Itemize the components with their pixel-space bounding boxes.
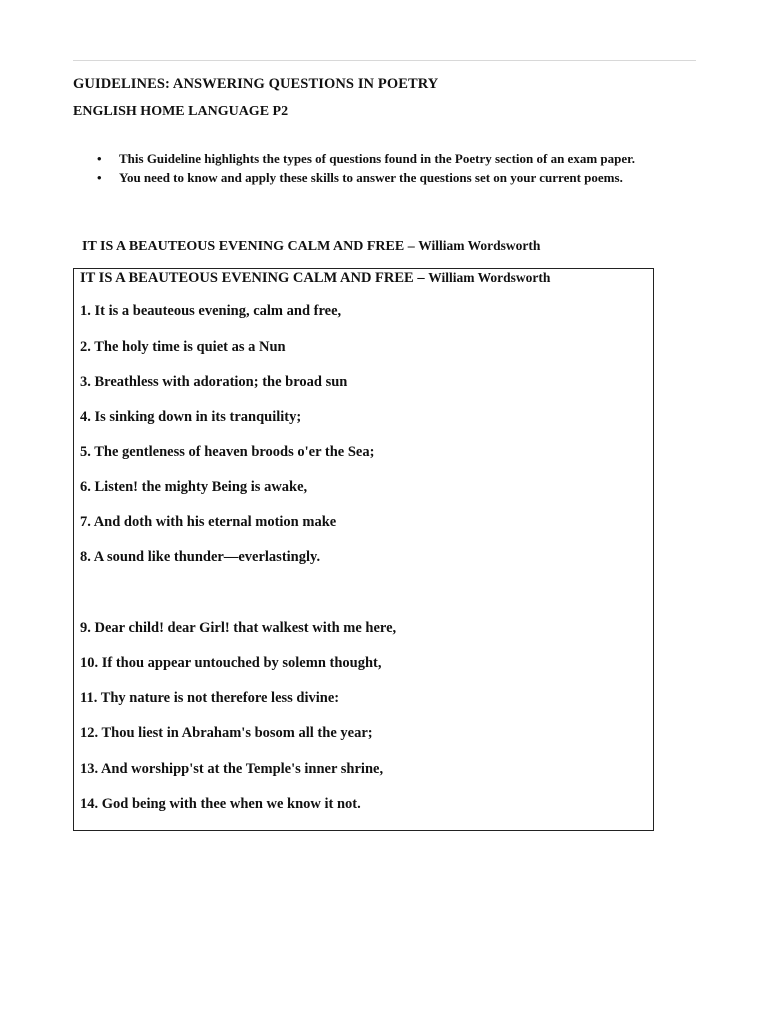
bullet-text: This Guideline highlights the types of questions found in the Poetry section of an exam paper. bbox=[119, 151, 635, 166]
poem-line: 9. Dear child! dear Girl! that walkest with me here, bbox=[80, 620, 397, 636]
poem-line: 12. Thou liest in Abraham's bosom all the year; bbox=[80, 725, 373, 741]
bullet-icon: • bbox=[97, 169, 102, 185]
poem-line: 4. Is sinking down in its tranquility; bbox=[80, 409, 302, 425]
poem-line: 3. Breathless with adoration; the broad sun bbox=[80, 374, 348, 390]
poem-line: 10. If thou appear untouched by solemn thought, bbox=[80, 655, 382, 671]
bullet-item bbox=[73, 150, 698, 168]
title-separator: – bbox=[404, 239, 419, 254]
bullet-icon: • bbox=[97, 151, 102, 166]
poem-line: 13. And worshipp'st at the Temple's inner shrine, bbox=[80, 761, 384, 777]
poem-box-title bbox=[80, 270, 550, 287]
poem-title: IT IS A BEAUTEOUS EVENING CALM AND FREE bbox=[80, 270, 414, 286]
poem-line: 6. Listen! the mighty Being is awake, bbox=[80, 479, 308, 495]
poem-author: William Wordsworth bbox=[418, 238, 541, 253]
page-subtitle: ENGLISH HOME LANGUAGE P2 bbox=[73, 104, 289, 119]
title-separator: – bbox=[413, 270, 429, 286]
poem-line: 5. The gentleness of heaven broods o'er the Sea; bbox=[80, 444, 375, 460]
page-title: GUIDELINES: ANSWERING QUESTIONS IN POETRY bbox=[73, 76, 439, 92]
poem-box bbox=[73, 268, 654, 831]
poem-line: 11. Thy nature is not therefore less divine: bbox=[80, 690, 340, 706]
poem-title: IT IS A BEAUTEOUS EVENING CALM AND FREE bbox=[82, 239, 405, 254]
poem-line: 14. God being with thee when we know it not. bbox=[80, 796, 361, 812]
poem-heading bbox=[82, 238, 540, 255]
bullet-text: You need to know and apply these skills to answer the questions set on your current poems. bbox=[119, 169, 623, 185]
poem-line: 1. It is a beauteous evening, calm and free, bbox=[80, 303, 342, 319]
poem-author: William Wordsworth bbox=[428, 270, 551, 285]
poem-line: 2. The holy time is quiet as a Nun bbox=[80, 339, 286, 355]
bullet-item bbox=[73, 169, 698, 187]
poem-line: 8. A sound like thunder—everlastingly. bbox=[80, 549, 321, 565]
guideline-bullet-list bbox=[73, 150, 698, 187]
top-divider bbox=[73, 60, 696, 61]
poem-line: 7. And doth with his eternal motion make bbox=[80, 514, 337, 530]
